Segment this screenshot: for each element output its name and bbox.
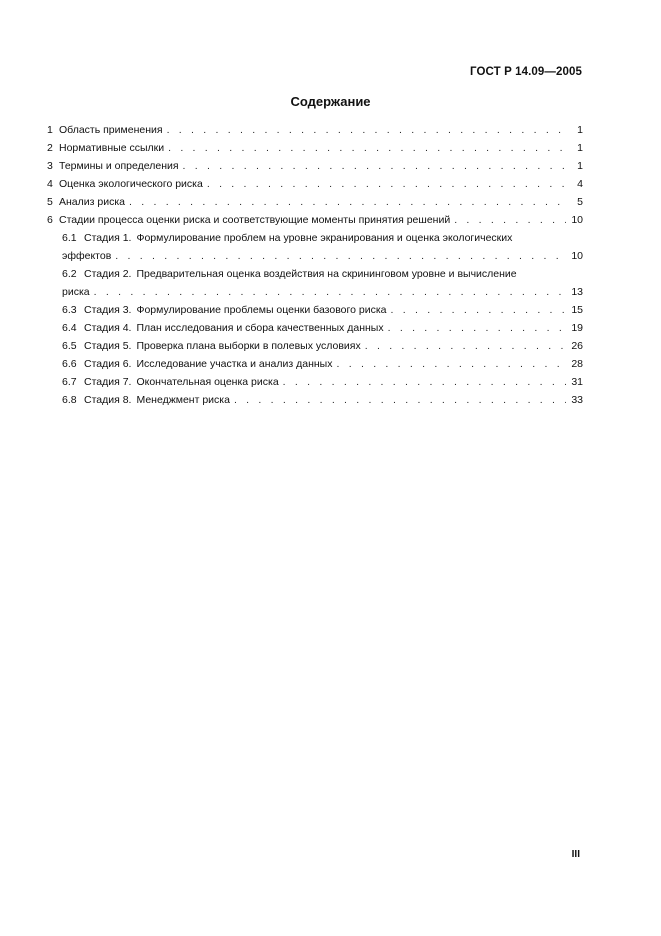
toc-entry-title: Стадии процесса оценки риска и соответствующие моменты принятия решений [59,214,451,226]
toc-subentry-stage: Стадия 3. [84,304,132,316]
toc-entry[interactable] [47,177,583,195]
toc-subentry-title: Окончательная оценка риска [136,376,279,388]
toc-entry-title: Оценка экологического риска [59,178,203,190]
toc-subentry-title: Проверка плана выборки в полевых условиях [136,340,361,352]
toc-subentry-number: 6.6 [62,358,77,370]
toc-subentry-page: 10 [571,250,583,262]
dot-leader [365,340,566,353]
toc-subentry-title: Исследование участка и анализ данных [136,358,333,370]
toc-subentry-page: 31 [571,376,583,388]
toc-entry-title: Нормативные ссылки [59,142,165,154]
table-of-contents [47,123,583,411]
toc-subentry-page: 15 [571,304,583,316]
toc-entry[interactable] [47,123,583,141]
toc-subentry-number: 6.5 [62,340,77,352]
toc-entry-page: 1 [577,124,583,136]
toc-subentry-title-cont: риска [62,286,90,298]
toc-subentry-line2[interactable] [47,285,583,303]
toc-subentry-stage: Стадия 7. [84,376,132,388]
toc-entry-number: 4 [47,178,53,190]
toc-subentry-stage: Стадия 5. [84,340,132,352]
toc-entry-number: 3 [47,160,53,172]
toc-subentry-title: Формулирование проблемы оценки базового риска [136,304,387,316]
toc-entry-page: 4 [577,178,583,190]
toc-entry[interactable] [47,141,583,159]
toc-subentry-title: Формулирование проблем на уровне экранирования и оценка экологических [136,232,513,244]
toc-subentry-number: 6.8 [62,394,77,406]
toc-subentry-number: 6.7 [62,376,77,388]
dot-leader [167,124,566,137]
toc-subentry[interactable] [47,393,583,411]
toc-subentry-title-cont: эффектов [62,250,112,262]
toc-subentry-page: 26 [571,340,583,352]
dot-leader [336,358,566,371]
dot-leader [454,214,566,227]
toc-subentry-page: 28 [571,358,583,370]
toc-entry-page: 5 [577,196,583,208]
toc-subentry-title: Менеджмент риска [136,394,230,406]
dot-leader [183,160,566,173]
dot-leader [388,322,566,335]
toc-subentry[interactable] [47,357,583,375]
toc-entry-number: 2 [47,142,53,154]
toc-subentry-page: 13 [571,286,583,298]
toc-subentry[interactable] [47,375,583,393]
dot-leader [207,178,566,191]
dot-leader [129,196,566,209]
dot-leader [94,286,566,299]
toc-subentry-title: План исследования и сбора качественных данных [136,322,384,334]
dot-leader [234,394,566,407]
toc-subentry-number: 6.2 [62,268,77,280]
toc-subentry-stage: Стадия 4. [84,322,132,334]
toc-subentry-line1[interactable] [47,267,583,285]
toc-entry-number: 1 [47,124,53,136]
toc-subentry-stage: Стадия 2. [84,268,132,280]
dot-leader [391,304,567,317]
toc-subentry-number: 6.4 [62,322,77,334]
toc-entry-page: 10 [571,214,583,226]
toc-subentry-number: 6.3 [62,304,77,316]
toc-subentry-stage: Стадия 6. [84,358,132,370]
toc-entry-title: Анализ риска [59,196,125,208]
dot-leader [115,250,566,263]
toc-subentry-line2[interactable] [47,249,583,267]
toc-title: Содержание [290,94,371,109]
toc-subentry-stage: Стадия 1. [84,232,132,244]
toc-entry-page: 1 [577,142,583,154]
toc-entry-page: 1 [577,160,583,172]
document-code: ГОСТ Р 14.09—2005 [470,66,582,78]
toc-subentry[interactable] [47,339,583,357]
toc-subentry-stage: Стадия 8. [84,394,132,406]
dot-leader [283,376,566,389]
toc-subentry-number: 6.1 [62,232,77,244]
toc-entry[interactable] [47,213,583,231]
dot-leader [168,142,566,155]
toc-entry-number: 5 [47,196,53,208]
toc-subentry-title: Предварительная оценка воздействия на скрининговом уровне и вычисление [136,268,517,280]
toc-entry[interactable] [47,195,583,213]
page-number: III [571,849,580,860]
toc-entry-number: 6 [47,214,53,226]
toc-entry-title: Область применения [59,124,163,136]
toc-subentry[interactable] [47,303,583,321]
toc-subentry-line1[interactable] [47,231,583,249]
toc-subentry[interactable] [47,321,583,339]
toc-entry[interactable] [47,159,583,177]
toc-subentry-page: 33 [571,394,583,406]
toc-subentry-page: 19 [571,322,583,334]
toc-entry-title: Термины и определения [59,160,179,172]
